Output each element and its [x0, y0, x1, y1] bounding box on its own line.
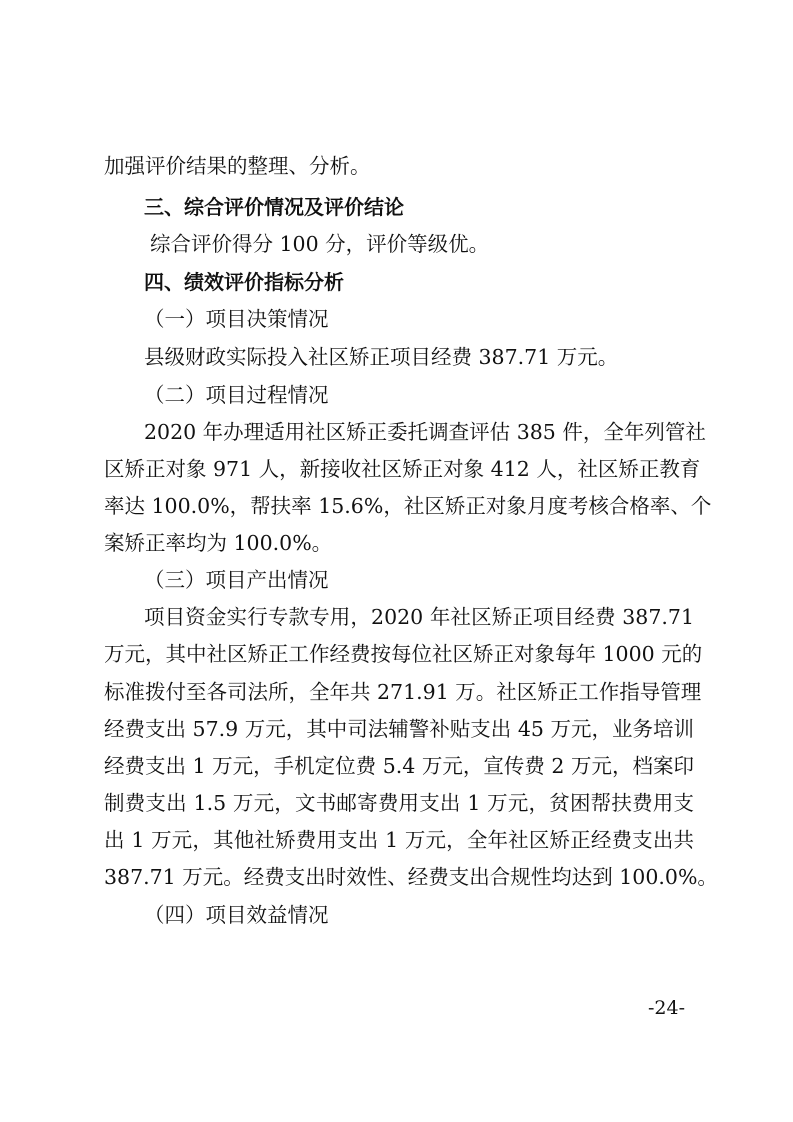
subsection-3-line: 制费支出 1.5 万元，文书邮寄费用支出 1 万元，贫困帮扶费用支 [104, 791, 694, 815]
page-number: -24- [648, 997, 686, 1019]
subsection-3-line: 标准拨付至各司法所，全年共 271.91 万。社区矫正工作指导管理 [104, 680, 702, 704]
subsection-2-line: 案矫正率均为 100.0%。 [104, 531, 333, 555]
section-heading-3: 三、综合评价情况及评价结论 [144, 195, 404, 219]
subsection-3-line: 387.71 万元。经费支出时效性、经费支出合规性均达到 100.0%。 [104, 865, 718, 889]
subsection-3-line: 出 1 万元，其他社矫费用支出 1 万元，全年社区矫正经费支出共 [104, 828, 694, 852]
subsection-heading-1: （一）项目决策情况 [144, 307, 329, 331]
section-heading-4: 四、绩效评价指标分析 [144, 270, 344, 294]
score-statement: 综合评价得分 100 分，评价等级优。 [150, 232, 490, 256]
subsection-2-line: 区矫正对象 971 人，新接收社区矫正对象 412 人，社区矫正教育 [104, 457, 701, 481]
subsection-3-line: 项目资金实行专款专用，2020 年社区矫正项目经费 387.71 [144, 605, 694, 629]
subsection-heading-2: （二）项目过程情况 [144, 383, 329, 407]
subsection-3-line: 万元，其中社区矫正工作经费按每位社区矫正对象每年 1000 元的 [104, 642, 703, 666]
subsection-2-line: 率达 100.0%，帮扶率 15.6%，社区矫正对象月度考核合格率、个 [104, 494, 712, 518]
subsection-1-text: 县级财政实际投入社区矫正项目经费 387.71 万元。 [144, 345, 619, 369]
paragraph-continuation: 加强评价结果的整理、分析。 [104, 154, 371, 178]
subsection-heading-4: （四）项目效益情况 [144, 903, 329, 927]
subsection-heading-3: （三）项目产出情况 [144, 568, 329, 592]
subsection-2-line: 2020 年办理适用社区矫正委托调查评估 385 件，全年列管社 [144, 420, 706, 444]
subsection-3-line: 经费支出 1 万元，手机定位费 5.4 万元，宣传费 2 万元，档案印 [104, 754, 694, 778]
subsection-3-line: 经费支出 57.9 万元，其中司法辅警补贴支出 45 万元，业务培训 [104, 717, 694, 741]
